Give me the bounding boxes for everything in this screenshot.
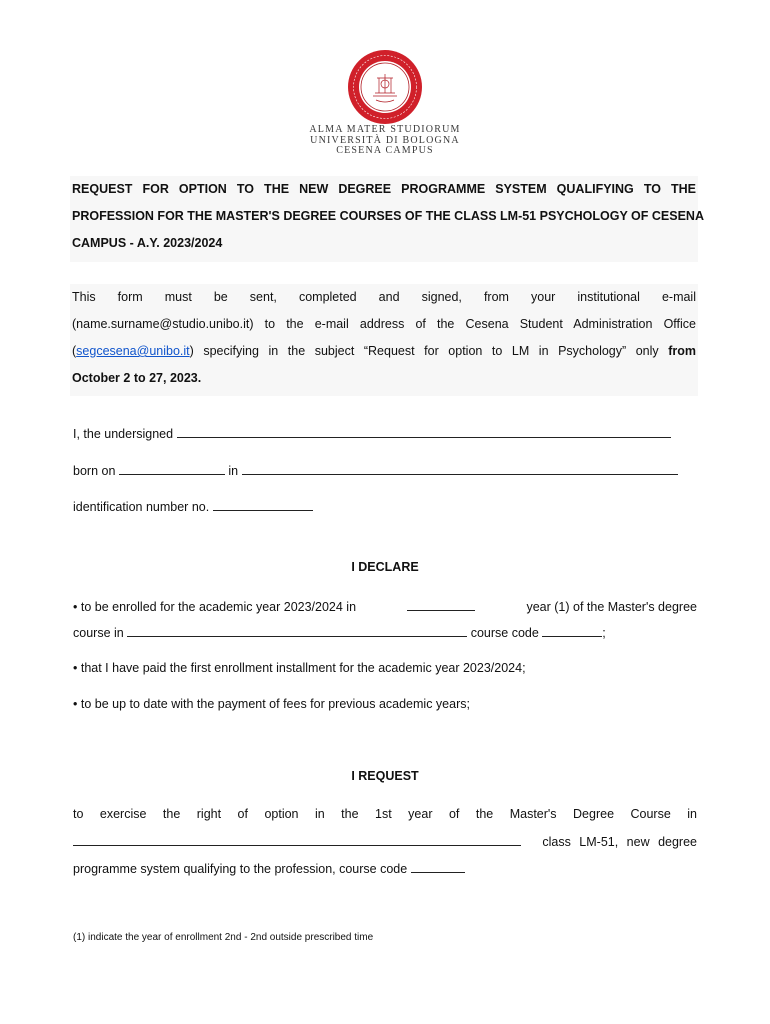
office-email-link[interactable]: segcesena@unibo.it bbox=[76, 344, 190, 358]
request-line-3-text: programme system qualifying to the profession, course code bbox=[73, 862, 408, 876]
org-line-1: ALMA MATER STUDIORUM bbox=[309, 124, 461, 135]
paren: ( bbox=[72, 344, 77, 358]
title-line-1: REQUEST FOR OPTION TO THE NEW DEGREE PROGRAMME SYSTEM QUALIFYING TO THE bbox=[72, 182, 696, 196]
request-line-2-text: class LM-51, new degree bbox=[542, 835, 697, 849]
intro-line-4: October 2 to 27, 2023. bbox=[72, 371, 202, 385]
declare-item-1-text-b: year (1) of the Master's degree bbox=[526, 600, 697, 614]
footnote: (1) indicate the year of enrollment 2nd - 2nd outside prescribed time bbox=[73, 932, 374, 943]
document-title bbox=[70, 176, 704, 262]
intro-from: from bbox=[668, 344, 696, 358]
course-name-blank[interactable] bbox=[127, 623, 467, 637]
title-line-2: PROFESSION FOR THE MASTER'S DEGREE COURSES OF THE CLASS LM-51 PSYCHOLOGY OF CESENA bbox=[72, 209, 704, 223]
university-seal-logo bbox=[346, 48, 424, 126]
undersigned-label: I, the undersigned bbox=[73, 427, 174, 441]
declare-item-1-text-a: • to be enrolled for the academic year 2023/2024 in bbox=[73, 600, 357, 614]
id-number-label: identification number no. bbox=[73, 500, 210, 514]
declare-item-1-line-1 bbox=[73, 597, 697, 615]
request-course-code-blank[interactable] bbox=[411, 859, 465, 873]
intro-line-3-text: ) specifying in the subject “Request for option to LM in Psychology” only bbox=[189, 344, 669, 358]
intro-line-1: This form must be sent, completed and signed, from your institutional e-mail bbox=[72, 290, 696, 304]
id-row bbox=[73, 497, 313, 515]
declare-item-2: • that I have paid the first enrollment installment for the academic year 2023/2024; bbox=[73, 661, 526, 675]
intro-line-2: (name.surname@studio.unibo.it) to the e-mail address of the Cesena Student Administration Office bbox=[72, 317, 696, 331]
request-line-2 bbox=[73, 832, 697, 850]
university-name bbox=[240, 125, 530, 157]
org-line-2: UNIVERSITÀ DI BOLOGNA bbox=[310, 134, 460, 146]
birth-place-blank[interactable] bbox=[242, 461, 678, 475]
request-heading: I REQUEST bbox=[351, 769, 419, 783]
title-line-3: CAMPUS - A.Y. 2023/2024 bbox=[72, 236, 223, 250]
born-on-label: born on bbox=[73, 464, 116, 478]
course-in-label: course in bbox=[73, 626, 124, 640]
declare-heading: I DECLARE bbox=[351, 560, 419, 574]
declare-item-1-line-2 bbox=[73, 623, 606, 641]
semicolon: ; bbox=[602, 626, 606, 640]
id-number-blank[interactable] bbox=[213, 497, 313, 511]
instructions-paragraph bbox=[70, 284, 698, 396]
request-line-1 bbox=[73, 806, 697, 822]
year-blank[interactable] bbox=[407, 597, 475, 611]
undersigned-row bbox=[73, 424, 671, 442]
org-line-3: CESENA CAMPUS bbox=[336, 145, 434, 156]
undersigned-blank[interactable] bbox=[177, 424, 671, 438]
birth-date-blank[interactable] bbox=[119, 461, 225, 475]
born-in-label: in bbox=[228, 464, 239, 478]
intro-line-3 bbox=[72, 338, 696, 365]
degree-course-blank[interactable] bbox=[73, 832, 521, 846]
course-code-label: course code bbox=[470, 626, 539, 640]
course-code-blank[interactable] bbox=[542, 623, 602, 637]
declare-item-3: • to be up to date with the payment of fees for previous academic years; bbox=[73, 697, 470, 711]
birth-row bbox=[73, 461, 678, 479]
request-line-1-text: to exercise the right of option in the 1st year of the Master's Degree Course in bbox=[73, 807, 697, 821]
request-line-3 bbox=[73, 859, 465, 877]
